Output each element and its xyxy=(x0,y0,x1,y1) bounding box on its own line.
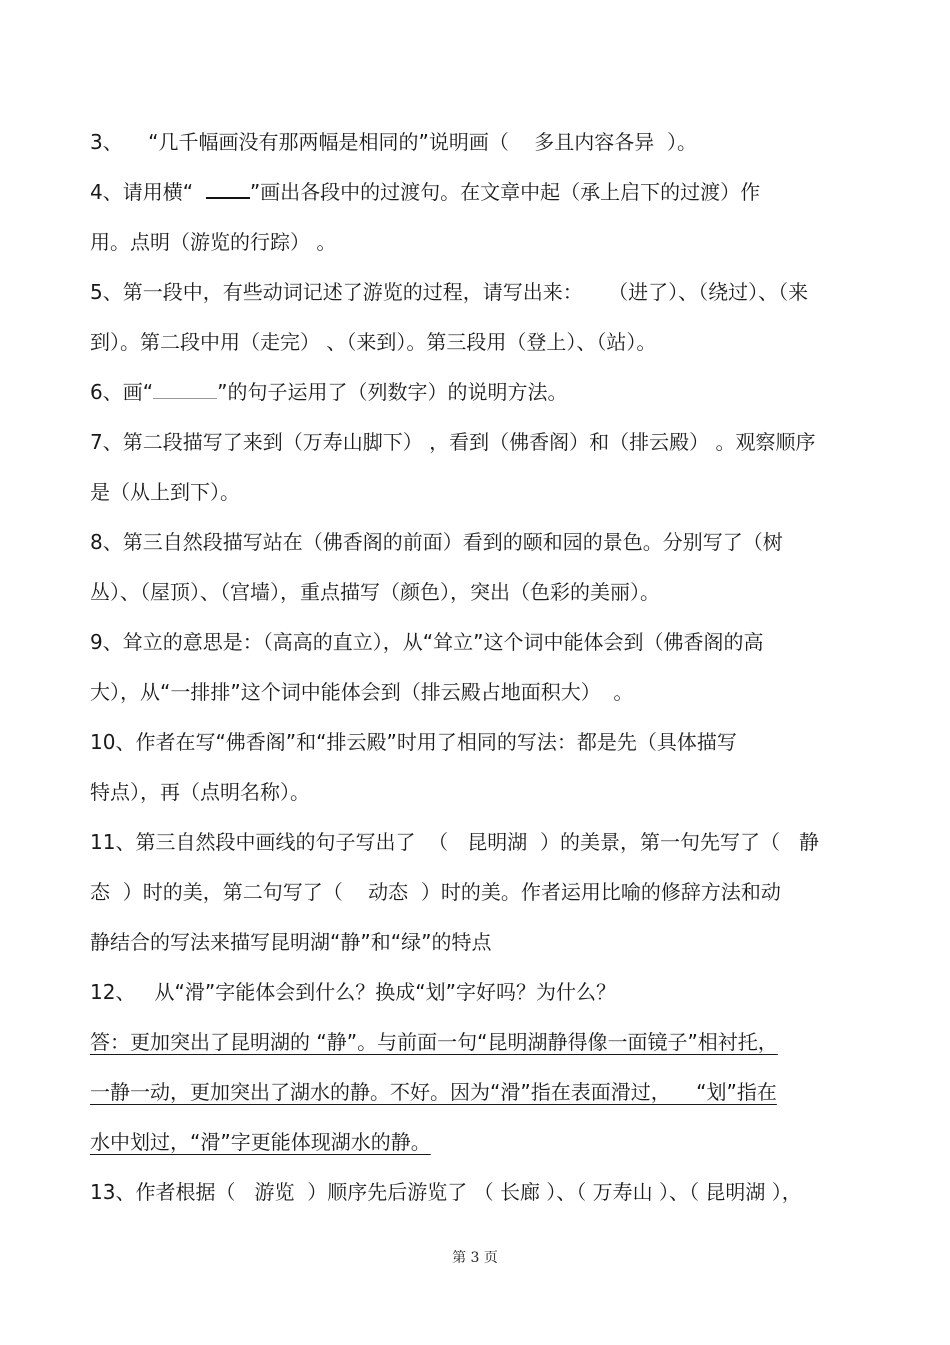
q11-line-2: 态 ）时的美，第二句写了（ 动态 ）时的美。作者运用比喻的修辞方法和动 xyxy=(90,880,781,904)
q4-line-2: 用。点明（游览的行踪） 。 xyxy=(90,230,337,254)
q6-text: ”的句子运用了（列数字）的说明方法。 xyxy=(217,380,568,404)
q13-line: 13、作者根据（ 游览 ）顺序先后游览了 （ 长廊 ）、（ 万寿山 ）、（ 昆明湖 ）， xyxy=(90,1180,802,1204)
page-footer: 第 3 页 xyxy=(452,1250,498,1266)
q11-line: 11、第三自然段中画线的句子写出了 （ 昆明湖 ）的美景，第一句先写了（ 静 xyxy=(90,830,820,854)
q6-underline-sample xyxy=(153,380,217,399)
q4-text: ”画出各段中的过渡句。在文章中起（承上启下的过渡）作 xyxy=(249,180,761,204)
q12-line: 12、 从“滑”字能体会到什么？换成“划”字好吗？为什么？ xyxy=(90,980,616,1004)
q5-line-2: 到）。第二段中用（走完） 、（来到）。第三段用（登上）、（站）。 xyxy=(90,330,657,354)
q3-line: 3、 “几千幅画没有那两幅是相同的”说明画（ 多且内容各异 ）。 xyxy=(90,130,698,154)
q12-answer-line-3: 水中划过，“滑”字更能体现湖水的静。 xyxy=(90,1130,431,1154)
q4-underline-sample xyxy=(206,179,250,199)
q5-line: 5、第一段中，有些动词记述了游览的过程，请写出来： （进了）、（绕过）、（来 xyxy=(90,280,809,304)
q7-line: 7、第二段描写了来到（万寿山脚下） ，看到（佛香阁）和（排云殿） 。观察顺序 xyxy=(90,430,816,454)
q8-line: 8、第三自然段描写站在（佛香阁的前面）看到的颐和园的景色。分别写了（树 xyxy=(90,530,783,554)
q4-line xyxy=(90,178,760,206)
q10-line: 10、作者在写“佛香阁”和“排云殿”时用了相同的写法：都是先（具体描写 xyxy=(90,730,737,754)
q12-answer-line-2: 一静一动，更加突出了湖水的静。不好。因为“滑”指在表面滑过， “划”指在 xyxy=(90,1080,777,1104)
q11-line-3: 静结合的写法来描写昆明湖“静”和“绿”的特点 xyxy=(90,930,492,954)
q9-line: 9、耸立的意思是：（高高的直立），从“耸立”这个词中能体会到（佛香阁的高 xyxy=(90,630,764,654)
q8-line-2: 丛）、（屋顶）、（宫墙），重点描写（颜色），突出（色彩的美丽）。 xyxy=(90,580,660,604)
q7-line-2: 是（从上到下）。 xyxy=(90,480,240,504)
q12-answer-line: 答：更加突出了昆明湖的 “静”。与前面一句“昆明湖静得像一面镜子”相衬托， xyxy=(90,1030,778,1054)
q4-prefix: 4、请用横“ xyxy=(90,180,206,204)
q9-line-2: 大），从“一排排”这个词中能体会到（排云殿占地面积大） 。 xyxy=(90,680,634,704)
q6-line xyxy=(90,378,567,406)
q10-line-2: 特点），再（点明名称）。 xyxy=(90,780,310,804)
q6-prefix: 6、画“ xyxy=(90,380,154,404)
